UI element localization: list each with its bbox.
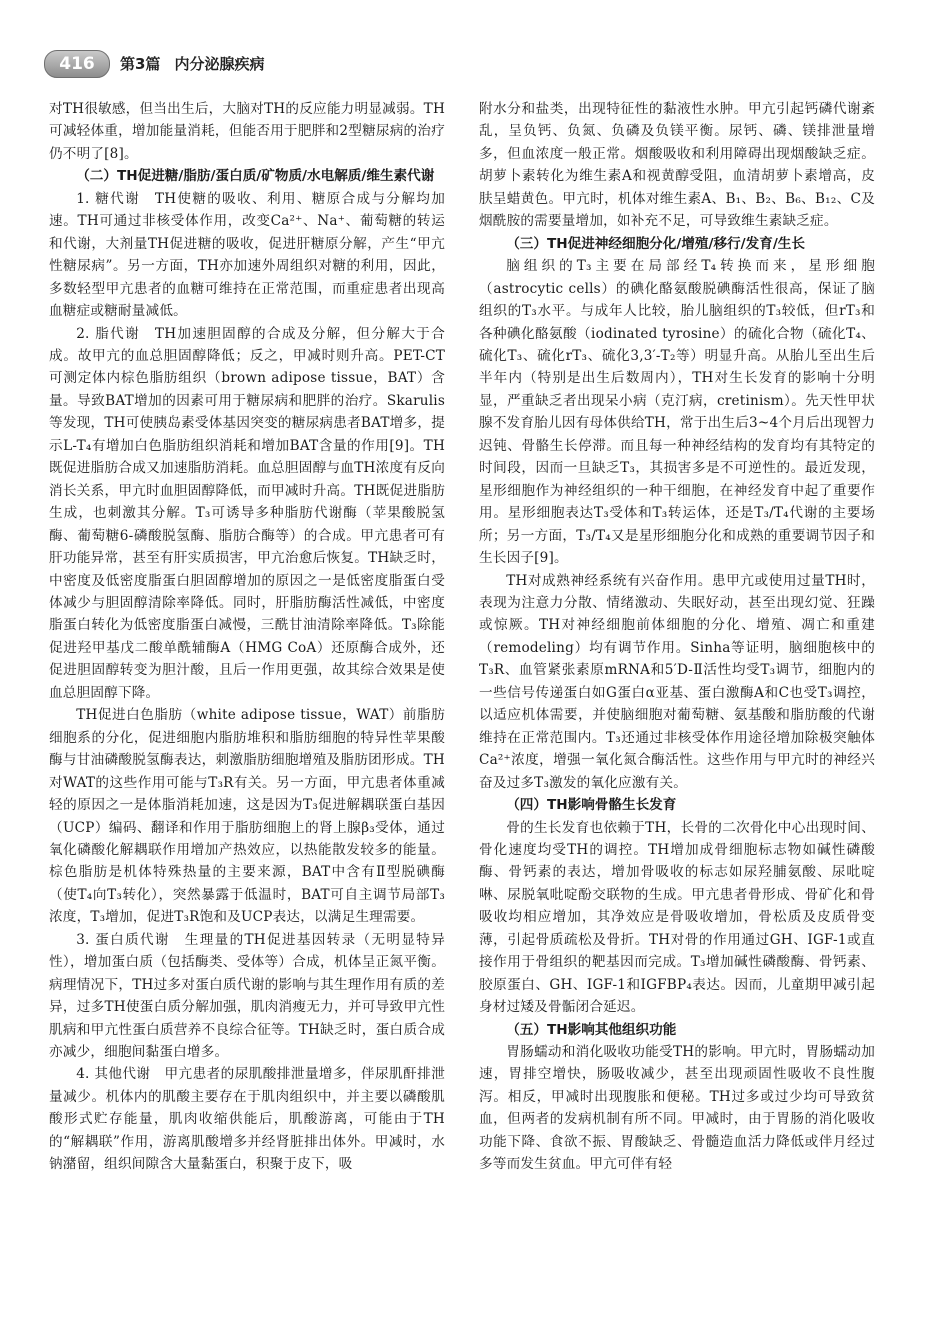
- paragraph-other-metabolism: 4. 其他代谢 甲亢患者的尿肌酸排泄量增多，伴尿肌酐排泄量减少。机体内的肌酸主要存在于肌肉组织中，并主要以磷酸肌酸形式贮存能量，肌肉收缩供能后，肌酸游离，可能由于TH的“解耦联”作用，游离肌酸增多并经肾脏排出体外。甲减时，水钠潴留，组织间隙含大量黏蛋白，积聚于皮下，吸: [49, 1066, 445, 1173]
- part-label: 第3篇: [120, 55, 161, 73]
- section-heading-metabolism: （二）TH促进糖/脂肪/蛋白质/矿物质/水电解质/维生素代谢: [76, 168, 435, 185]
- paragraph-sugar-metabolism: 1. 糖代谢 TH使糖的吸收、利用、糖原合成与分解均加速。TH可通过非核受体作用，改变Ca²⁺、Na⁺、葡萄糖的转运和代谢，大剂量TH促进糖的吸收，促进肝糖原分解，产生“甲亢性糖尿病”。另一方面，TH亦加速外周组织对糖的利用，因此，多数轻型甲亢患者的血糖可维持在正常范围，而重症患者出现高血糖症或糖耐量减低。: [49, 190, 445, 320]
- paragraph-lipid-metabolism: 2. 脂代谢 TH加速胆固醇的合成及分解，但分解大于合成。故甲亢的血总胆固醇降低；反之，甲减时则升高。PET-CT可测定体内棕色脂肪组织（brown adipose tissue，BAT）含量。导致BAT增加的因素可用于糖尿病和肥胖的治疗。Skarulis等发现，TH可使胰岛素受体基因突变的糖尿病患者BAT增多，提示L-T₄有增加白色脂肪组织消耗和增加BAT含量的作用[9]。TH既促进脂肪合成又加速脂肪消耗。血总胆固醇与血TH浓度有反向消长关系，甲亢时血胆固醇降低，而甲减时升高。TH既促进脂肪生成，也刺激其分解。T₃可诱导多种脂肪代谢酶（苹果酸脱氢酶、葡萄糖6-磷酸脱氢酶、脂肪合酶等）的合成。甲亢患者可有肝功能异常，甚至有肝实质损害，甲亢治愈后恢复。TH缺乏时，中密度及低密度脂蛋白胆固醇增加的原因之一是低密度脂蛋白受体减少与胆固醇清除率降低。同时，肝脂肪酶活性减低，中密度脂蛋白转化为低密度脂蛋白减慢，三酰甘油清除率降低。T₃除能促进羟甲基戊二酸单酰辅酶A（HMG CoA）还原酶合成外，还促进胆固醇转变为胆汁酸，且后一作用更强，故其综合效果是使血总胆固醇下降。: [49, 325, 445, 701]
- left-column: [49, 98, 445, 1176]
- section-heading-bone: （四）TH影响骨骼生长发育: [506, 797, 677, 814]
- page-header: [44, 50, 924, 80]
- paragraph-brain: 脑组织的T₃主要在局部经T₄转换而来，星形细胞（astrocytic cells）的碘化酪氨酸脱碘酶活性很高，保证了脑组织的T₃水平。与成年人比较，胎儿脑组织的T₃较低，但rT₃和各种碘化酪氨酸（iodinated tyrosine）的硫化合物（硫化T₄、硫化T₃、硫化rT₃、硫化3,3′-T₂等）明显升高。从胎儿至出生后半年内（特别是出生后数周内），TH对生长发育的影响十分明显，严重缺乏者出现呆小病（克汀病，cretinism）。先天性甲状腺不发育胎儿因有母体供给TH，常于出生后3~4个月后出现智力迟钝、骨骼生长停滞。而且每一种神经结构的发育均有其特定的时间段，因而一旦缺乏T₃，其损害多是不可逆性的。最近发现，星形细胞作为神经组织的一种干细胞，在神经发育中起了重要作用。星形细胞表达T₃受体和T₃转运体，还是T₃/T₄代谢的主要场所；另一方面，T₃/T₄又是星形细胞分化和成熟的重要调节因子和生长因子[9]。: [479, 258, 875, 567]
- running-title: [120, 53, 264, 74]
- paragraph-gastrointestinal: 胃肠蠕动和消化吸收功能受TH的影响。甲亢时，胃肠蠕动加速，胃排空增快，肠吸收减少，甚至出现顽固性吸收不良性腹泻。相反，甲减时出现腹胀和便秘。TH过多或过少均可导致贫血，但两者的发病机制有所不同。甲减时，由于胃肠的消化吸收功能下降、食欲不振、胃酸缺乏、骨髓造血活力降低或伴月经过多等而发生贫血。甲亢可伴有轻: [479, 1044, 875, 1173]
- page-number-badge: 416: [44, 50, 110, 78]
- paragraph-nervous-system: TH对成熟神经系统有兴奋作用。患甲亢或使用过量TH时，表现为注意力分散、情绪激动、失眠好动，甚至出现幻觉、狂躁或惊厥。TH对神经细胞前体细胞的分化、增殖、凋亡和重建（remodeling）均有调节作用。Sinha等证明，脑细胞核中的T₃R、血管紧张素原mRNA和5′D-Ⅱ活性均受T₃调节，细胞内的一些信号传递蛋白如G蛋白α亚基、蛋白激酶A和C也受T₃调控，以适应机体需要，并使脑细胞对葡萄糖、氨基酸和脂肪酸的代谢维持在正常范围内。T₃还通过非核受体作用途径增加除极突触体Ca²⁺浓度，增强一氧化氮合酶活性。这些作用与甲亢时的神经兴奋及过多T₃激发的氧化应激有关。: [479, 572, 875, 791]
- paragraph-bone: 骨的生长发育也依赖于TH，长骨的二次骨化中心出现时间、骨化速度均受TH的调控。TH增加成骨细胞标志物如碱性磷酸酶、骨钙素的表达，增加骨吸收的标志如尿羟脯氨酸、尿吡啶啉、尿脱氧吡啶酚交联物的生成。甲亢患者骨形成、骨矿化和骨吸收均相应增加，其净效应是骨吸收增加，骨松质及皮质骨变薄，引起骨质疏松及骨折。TH对骨的作用通过GH、IGF-1或直接作用于骨组织的靶基因而完成。T₃增加碱性磷酸酶、骨钙素、胶原蛋白、GH、IGF-1和IGFBP₄表达。因而，儿童期甲减引起身材过矮及骨骺闭合延迟。: [479, 819, 875, 1016]
- section-heading-nerve: （三）TH促进神经细胞分化/增殖/移行/发育/生长: [506, 235, 805, 252]
- paragraph-white-adipose: TH促进白色脂肪（white adipose tissue，WAT）前脂肪细胞系的分化，促进细胞内脂肪堆积和脂肪细胞的特异性苹果酸酶与甘油磷酸脱氢酶表达，刺激脂肪细胞增殖及脂肪团形成。TH对WAT的这些作用可能与T₃R有关。另一方面，甲亢患者体重减轻的原因之一是体脂消耗加速，这是因为T₃促进解耦联蛋白基因（UCP）编码、翻译和作用于脂肪细胞上的肾上腺β₃受体，通过氧化磷酸化解耦联作用增加产热效应，以热能散发较多的能量。棕色脂肪是机体特殊热量的主要来源，BAT中含有Ⅱ型脱碘酶（使T₄向T₃转化），突然暴露于低温时，BAT可自主调节局部T₃浓度，T₃增加，促进T₃R饱和及UCP表达，以满足生理需要。: [49, 707, 445, 926]
- part-title: 内分泌腺疾病: [174, 55, 265, 73]
- paragraph-protein-metabolism: 3. 蛋白质代谢 生理量的TH促进基因转录（无明显特异性），增加蛋白质（包括酶类、受体等）合成，机体呈正氮平衡。病理情况下，TH过多对蛋白质代谢的影响与其生理作用有质的差异，过多TH使蛋白质分解加强，肌肉消瘦无力，并可导致甲亢性肌病和甲亢性蛋白质营养不良综合征等。TH缺乏时，蛋白质合成亦减少，细胞间黏蛋白增多。: [49, 931, 445, 1061]
- right-column: [479, 98, 875, 1176]
- section-heading-other-tissue: （五）TH影响其他组织功能: [506, 1021, 677, 1038]
- paragraph-intro: 对TH很敏感，但当出生后，大脑对TH的反应能力明显减弱。TH可减轻体重，增加能量消耗，但能否用于肥胖和2型糖尿病的治疗仍不明了[8]。: [49, 101, 445, 162]
- paragraph-continued: 附水分和盐类，出现特征性的黏液性水肿。甲亢引起钙磷代谢紊乱，呈负钙、负氮、负磷及负镁平衡。尿钙、磷、镁排泄量增多，但血浓度一般正常。烟酸吸收和利用障碍出现烟酸缺乏症。胡萝卜素转化为维生素A和视黄醇受阻，血清胡萝卜素增高，皮肤呈蜡黄色。甲亢时，机体对维生素A、B₁、B₂、B₆、B₁₂、C及烟酰胺的需要量增加，如补充不足，可导致维生素缺乏症。: [479, 101, 875, 230]
